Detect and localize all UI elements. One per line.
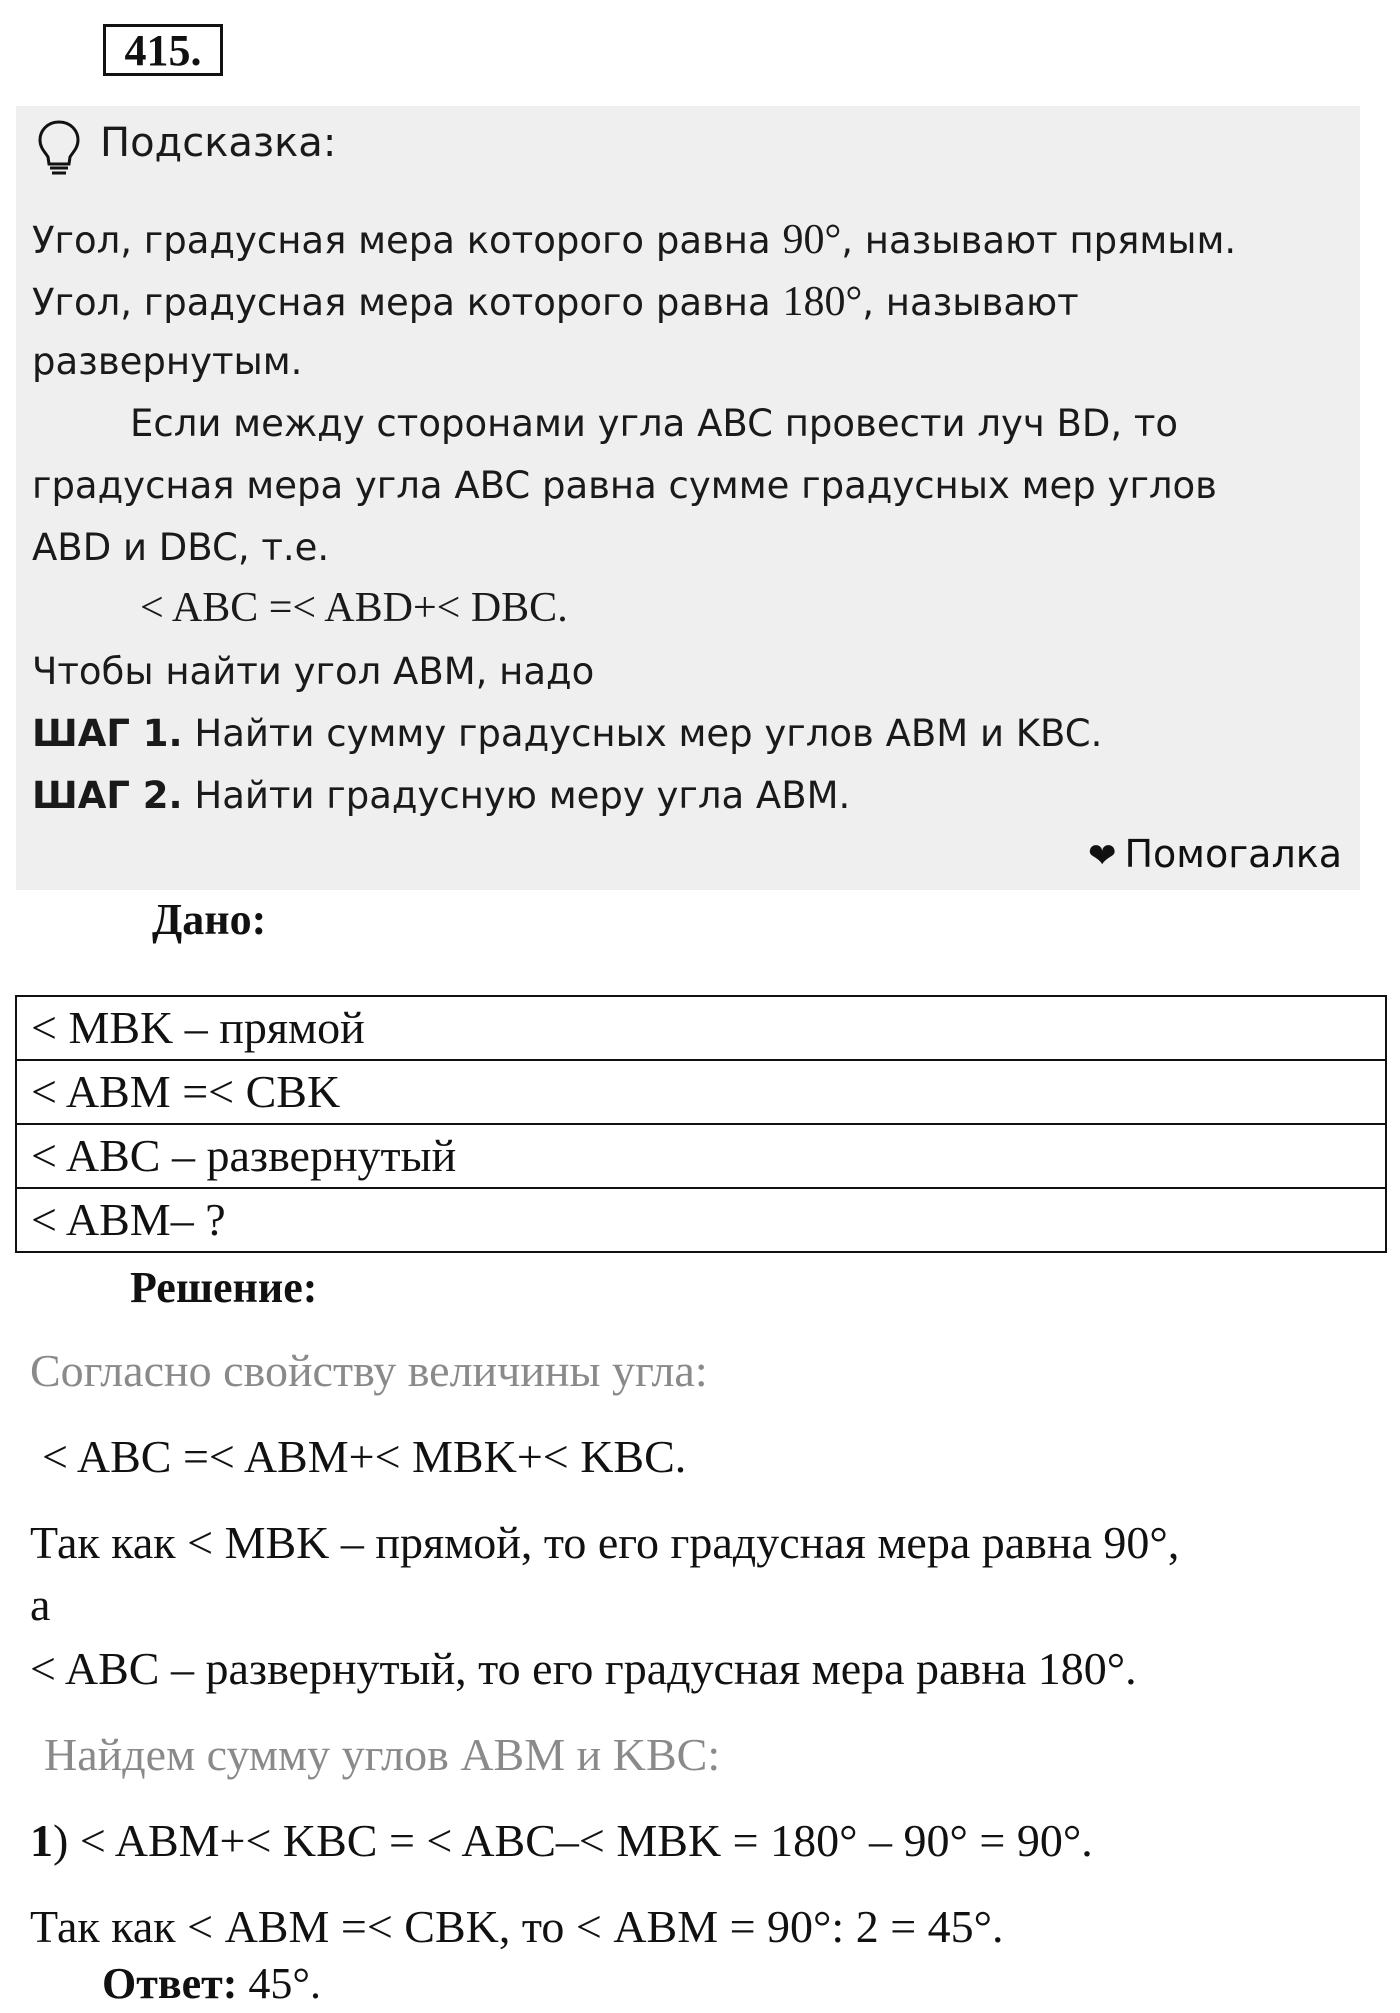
given-table xyxy=(15,995,1387,1253)
hint-line: Угол, градусная мера которого равна 90°, называют прямым. xyxy=(32,217,1237,263)
hint-line: Если между сторонами угла ABC провести луч BD, то xyxy=(130,402,1179,445)
table-row xyxy=(16,1188,1386,1252)
hint-line: Угол, градусная мера которого равна 180°, называют xyxy=(32,279,1079,325)
given-cell: < ABM– ? xyxy=(16,1188,1386,1252)
given-cell: < ABC – развернутый xyxy=(16,1124,1386,1188)
problem-number: 415. xyxy=(103,24,223,76)
solution-step-1: 1) < ABM+< KBC = < ABC–< MBK = 180° – 90° = 90°. xyxy=(30,1815,1093,1866)
hint-line: градусная мера угла ABC равна сумме градусных мер углов xyxy=(32,464,1217,507)
solution-formula: < ABC =< ABM+< MBK+< KBC. xyxy=(42,1431,687,1482)
solution-text: Так как < ABM =< CBK, то < ABM = 90°: 2 = 45°. xyxy=(30,1901,1004,1952)
solution-intro: Согласно свойству величины угла: xyxy=(30,1345,708,1396)
hint-title: Подсказка: xyxy=(100,120,337,166)
solution-label: Решение: xyxy=(130,1263,318,1312)
solution-step-heading: Найдем сумму углов ABM и KBC: xyxy=(44,1729,721,1780)
brand-label: ❤ Помогалка xyxy=(1087,832,1342,876)
table-row xyxy=(16,996,1386,1060)
given-cell: < ABM =< CBK xyxy=(16,1060,1386,1124)
table-row xyxy=(16,1060,1386,1124)
solution-text: Так как < MBK – прямой, то его градусная мера равна 90°, xyxy=(30,1517,1180,1568)
hint-line: ABD и DBC, т.е. xyxy=(32,526,330,569)
hint-line: Чтобы найти угол ABM, надо xyxy=(32,650,595,693)
heart-icon: ❤ xyxy=(1087,836,1117,876)
answer: Ответ: 45°. xyxy=(102,1959,322,2008)
solution-text: а xyxy=(30,1579,51,1630)
table-row xyxy=(16,1124,1386,1188)
hint-panel xyxy=(16,106,1360,890)
lightbulb-icon xyxy=(34,118,84,178)
hint-line: развернутым. xyxy=(32,340,303,383)
given-label: Дано: xyxy=(152,895,267,944)
given-cell: < MBK – прямой xyxy=(16,996,1386,1060)
hint-formula: < ABC =< ABD+< DBC. xyxy=(140,585,568,631)
hint-step-2: ШАГ 2. Найти градусную меру угла ABM. xyxy=(32,774,851,817)
solution-text: < ABC – развернутый, то его градусная мера равна 180°. xyxy=(30,1643,1137,1694)
hint-step-1: ШАГ 1. Найти сумму градусных мер углов ABM и KBC. xyxy=(32,712,1103,755)
